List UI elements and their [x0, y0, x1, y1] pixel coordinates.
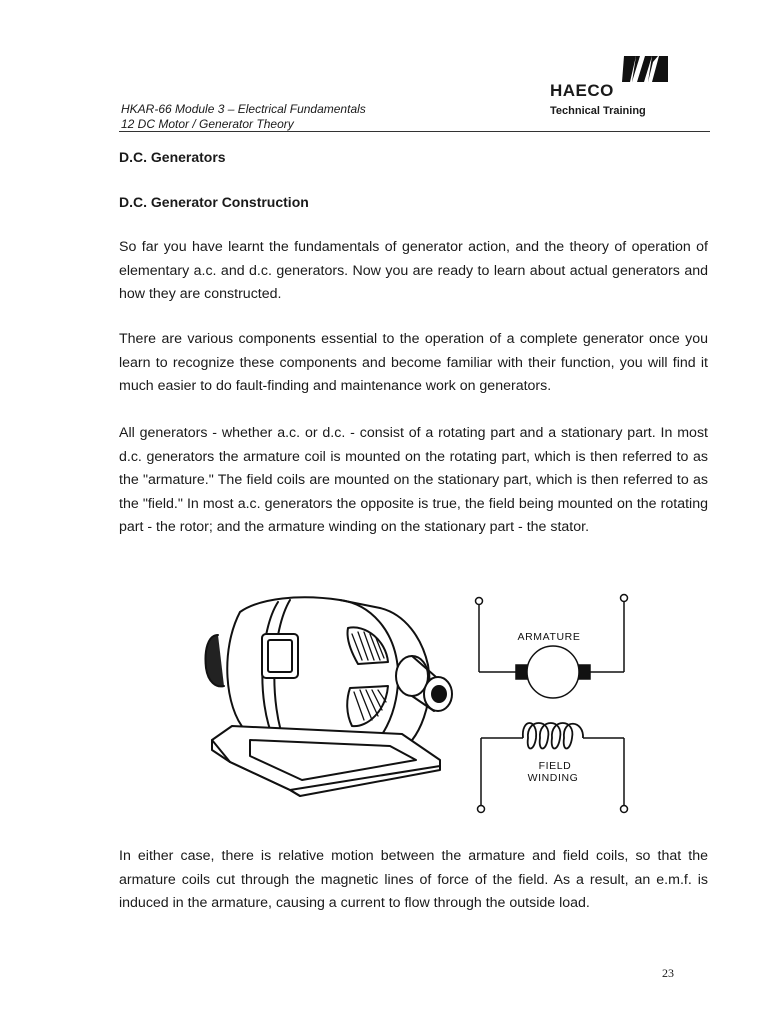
paragraph-1: So far you have learnt the fundamentals of generator action, and the theory of operation of elementary a.c. and d.c. generators. Now you are ready to learn about actual generators and how they are constructed.	[119, 239, 708, 302]
brand-name: HAECO	[550, 81, 614, 100]
haeco-logo-mark-icon	[622, 52, 668, 84]
field-label-line2: WINDING	[527, 772, 579, 784]
paragraph-3: All generators - whether a.c. or d.c. - consist of a rotating part and a stationary part. In most d.c. generators the armature coil is mounted on the rotating part, which is then referred to as the "armature." The field coils are mounted on the stationary part, which is then referred to as the "field." In most a.c. generators the opposite is true, the field being mounted on the rotating part - the rotor; and the armature winding on the stationary part - the stator.	[119, 425, 708, 535]
armature-label: ARMATURE	[517, 631, 581, 643]
brand-tagline: Technical Training	[550, 105, 646, 117]
heading-dc-generators: D.C. Generators	[119, 149, 226, 165]
paragraph-4: In either case, there is relative motion between the armature and field coils, so that the armature coils cut through the magnetic lines of force of the field. As a result, an e.m.f. is induced in the armature, causing a current to flow through the outside load.	[119, 848, 708, 911]
armature-circuit-icon	[476, 595, 628, 699]
header-left	[121, 102, 366, 132]
generator-illustration	[190, 590, 650, 825]
generator-figure	[190, 590, 650, 825]
header-rule	[119, 131, 710, 132]
page-number: 23	[662, 966, 674, 980]
heading-construction: D.C. Generator Construction	[119, 194, 309, 210]
field-label-line1: FIELD	[538, 760, 572, 772]
paragraph-2: There are various components essential to the operation of a complete generator once you learn to recognize these components and become familiar with their function, you will find it much easier to do fault-finding and maintenance work on generators.	[119, 331, 708, 394]
section-title: 12 DC Motor / Generator Theory	[121, 117, 294, 131]
module-title: HKAR-66 Module 3 – Electrical Fundamentals	[121, 102, 366, 116]
generator-drawing-icon	[206, 597, 453, 796]
haeco-logo	[548, 50, 678, 120]
